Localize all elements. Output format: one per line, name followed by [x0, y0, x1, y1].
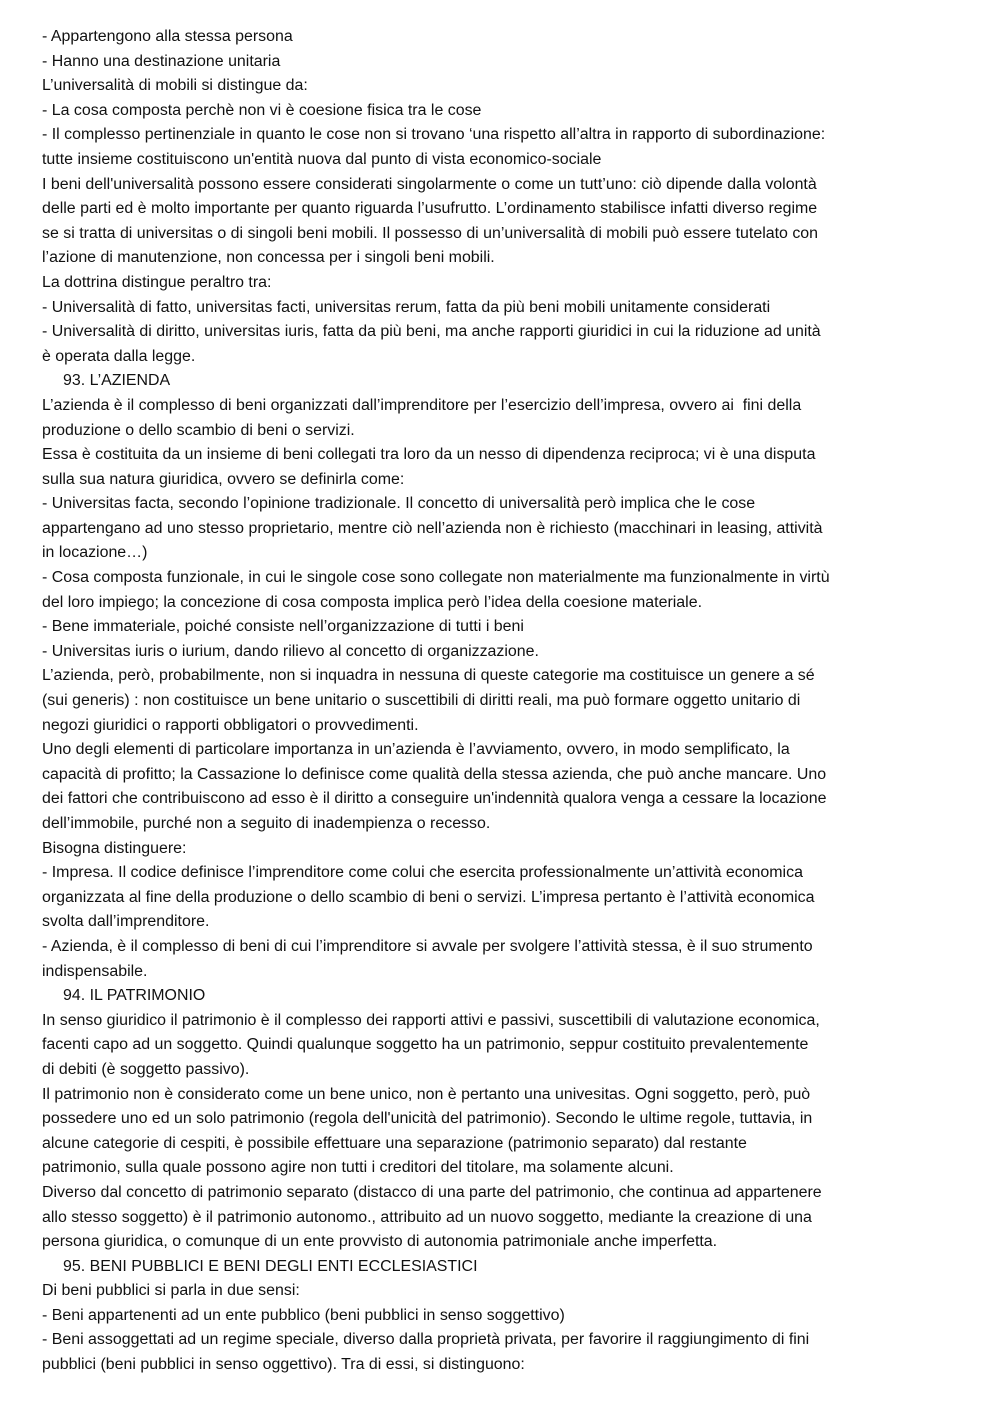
- text-line: appartengano ad uno stesso proprietario, mentre ciò nell’azienda non è richiesto (macchinari in leasing, attività: [42, 519, 823, 537]
- text-line: indispensabile.: [42, 962, 148, 980]
- text-line: - Appartengono alla stessa persona: [42, 28, 293, 45]
- text-line: - Cosa composta funzionale, in cui le singole cose sono collegate non materialmente ma funzionalmente in virtù: [42, 569, 830, 587]
- text-line: - Universitas facta, secondo l’opinione tradizionale. Il concetto di universalità però implica che le cose: [42, 495, 756, 513]
- text-line: persona giuridica, o comunque di un ente provvisto di autonomia patrimoniale anche imperfetta.: [42, 1233, 718, 1251]
- text-line: Diverso dal concetto di patrimonio separato (distacco di una parte del patrimonio, che continua ad appartenere: [42, 1183, 822, 1201]
- text-line: patrimonio, sulla quale possono agire non tutti i creditori del titolare, ma solamente alcuni.: [42, 1159, 674, 1177]
- text-line: è operata dalla legge.: [42, 347, 196, 365]
- text-line: possedere uno ed un solo patrimonio (regola dell'unicità del patrimonio). Secondo le ultime regole, tuttavia, in: [42, 1110, 813, 1128]
- text-line: - Universalità di fatto, universitas facti, universitas rerum, fatta da più beni mobili unitamente considerati: [42, 298, 771, 316]
- text-line: se si tratta di universitas o di singoli beni mobili. Il possesso di un’universalità di mobili può essere tutelato con: [42, 224, 819, 242]
- text-line: In senso giuridico il patrimonio è il complesso dei rapporti attivi e passivi, suscettibili di valutazione economica,: [42, 1011, 820, 1029]
- text-line: - Azienda, è il complesso di beni di cui l’imprenditore si avvale per svolgere l’attività stessa, è il suo strumento: [42, 937, 813, 955]
- section-heading: 95. BENI PUBBLICI E BENI DEGLI ENTI ECCLESIASTICI: [63, 1257, 478, 1275]
- text-line: svolta dall’imprenditore.: [42, 913, 210, 931]
- text-line: allo stesso soggetto) è il patrimonio autonomo., attribuito ad un nuovo soggetto, mediante la creazione di una: [42, 1208, 812, 1226]
- text-line: di debiti (è soggetto passivo).: [42, 1060, 250, 1078]
- text-line: - Bene immateriale, poiché consiste nell’organizzazione di tutti i beni: [42, 618, 524, 636]
- text-line: del loro impiego; la concezione di cosa composta implica però l’idea della coesione materiale.: [42, 593, 702, 611]
- text-line: Di beni pubblici si parla in due sensi:: [42, 1282, 300, 1300]
- text-line: La dottrina distingue peraltro tra:: [42, 273, 272, 291]
- text-line: - Universitas iuris o iurium, dando rilievo al concetto di organizzazione.: [42, 642, 539, 660]
- section-heading: 93. L’AZIENDA: [63, 372, 171, 390]
- text-line: - Beni appartenenti ad un ente pubblico (beni pubblici in senso soggettivo): [42, 1306, 565, 1324]
- text-line: dei fattori che contribuiscono ad esso è il diritto a conseguire un'indennità qualora venga a cessare la locazione: [42, 790, 827, 808]
- text-line: - Il complesso pertinenziale in quanto le cose non si trovano ‘una rispetto all’altra in rapporto di subordinazione:: [42, 126, 826, 144]
- text-line: L’azienda, però, probabilmente, non si inquadra in nessuna di queste categorie ma costituisce un genere a sé: [42, 667, 815, 685]
- text-line: facenti capo ad un soggetto. Quindi qualunque soggetto ha un patrimonio, seppur costituito prevalentemente: [42, 1036, 809, 1054]
- text-line: (sui generis) : non costituisce un bene unitario o suscettibili di diritti reali, ma può formare oggetto unitario di: [42, 692, 801, 710]
- text-line: organizzata al fine della produzione o dello scambio di beni o servizi. L’impresa pertanto è l’attività economica: [42, 888, 815, 906]
- text-line: produzione o dello scambio di beni o servizi.: [42, 421, 355, 439]
- text-line: - Hanno una destinazione unitaria: [42, 52, 281, 70]
- text-line: Bisogna distinguere:: [42, 839, 187, 857]
- text-line: alcune categorie di cespiti, è possibile effettuare una separazione (patrimonio separato) dal restante: [42, 1134, 747, 1152]
- text-line: L’universalità di mobili si distingue da:: [42, 77, 308, 95]
- text-line: - Beni assoggettati ad un regime speciale, diverso dalla proprietà privata, per favorire il raggiungimento di fini: [42, 1331, 810, 1349]
- text-line: Uno degli elementi di particolare importanza in un’azienda è l’avviamento, ovvero, in modo semplificato, la: [42, 741, 790, 759]
- text-line: capacità di profitto; la Cassazione lo definisce come qualità della stessa azienda, che può anche mancare. Uno: [42, 765, 827, 783]
- text-line: l’azione di manutenzione, non concessa per i singoli beni mobili.: [42, 249, 495, 267]
- text-line: L’azienda è il complesso di beni organizzati dall’imprenditore per l’esercizio dell’impresa, ovvero ai fini della: [42, 396, 802, 414]
- text-line: - La cosa composta perchè non vi è coesione fisica tra le cose: [42, 101, 482, 119]
- text-line: - Universalità di diritto, universitas iuris, fatta da più beni, ma anche rapporti giuridici in cui la riduzione ad unità: [42, 323, 821, 341]
- text-line: in locazione…): [42, 544, 148, 562]
- text-line: Essa è costituita da un insieme di beni collegati tra loro da un nesso di dipendenza reciproca; vi è una disputa: [42, 446, 816, 464]
- text-line: negozi giuridici o rapporti obbligatori o provvedimenti.: [42, 716, 419, 734]
- text-line: I beni dell'universalità possono essere considerati singolarmente o come un tutt’uno: ciò dipende dalla volontà: [42, 175, 817, 193]
- text-line: pubblici (beni pubblici in senso oggettivo). Tra di essi, si distinguono:: [42, 1356, 525, 1374]
- text-line: sulla sua natura giuridica, ovvero se definirla come:: [42, 470, 405, 488]
- text-line: - Impresa. Il codice definisce l’imprenditore come colui che esercita professionalmente un’attività economica: [42, 864, 803, 882]
- text-line: delle parti ed è molto importante per quanto riguarda l’usufrutto. L’ordinamento stabilisce infatti diverso regime: [42, 200, 818, 218]
- section-heading: 94. IL PATRIMONIO: [63, 987, 206, 1005]
- text-line: tutte insieme costituiscono un'entità nuova dal punto di vista economico-sociale: [42, 150, 602, 168]
- text-line: Il patrimonio non è considerato come un bene unico, non è pertanto una univesitas. Ogni soggetto, però, può: [42, 1085, 811, 1103]
- text-line: dell’immobile, purché non a seguito di inadempienza o recesso.: [42, 815, 491, 832]
